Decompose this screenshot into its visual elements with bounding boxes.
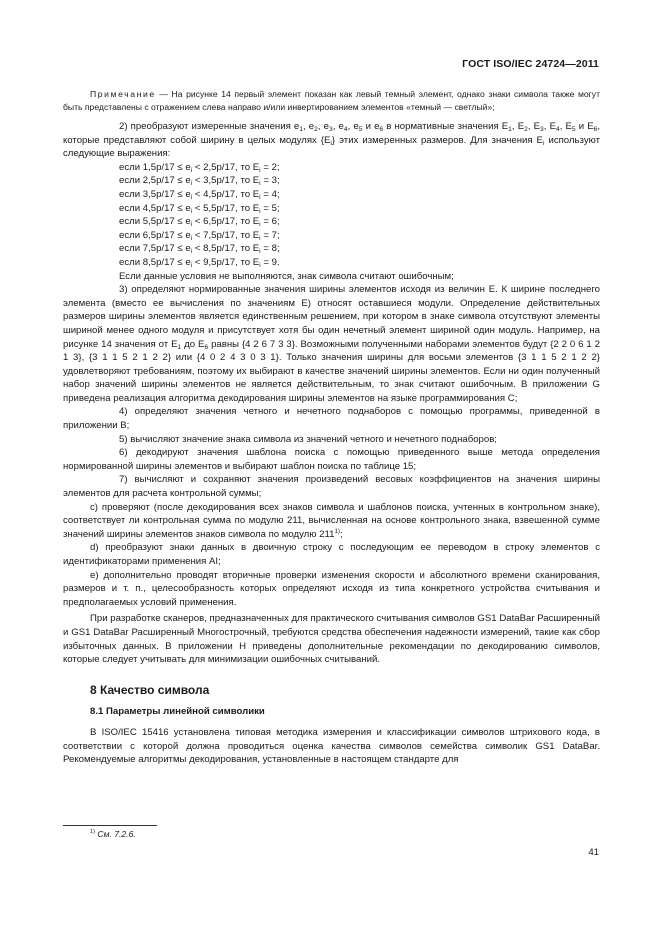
condition-line: если $6,5p/17 \le e_i < 7,5p/17$, то $E_i = 7$; [119,229,280,242]
step-4-paragraph: 4) определяют значения четного и нечетного поднаборов с помощью программы, приведенной в приложении B; [63,406,600,432]
document-body [63,88,600,767]
step-3-paragraph: 3) определяют нормированные значения ширины элементов исходя из величин E. К ширине последнего элемента (вместо ее вычисления по значениям E) относят оставшиеся модули. Определение действительных размеров ширины элементов является единственным решением, при котором в знаке символа отсутствуют элементы шириной менее одного модуля и присутствует хотя бы один нечетный элемент шириной один модуль. Например, на рисунке 14 значения от $E_1$ до $E_6$ равны {4 2 6 7 3 3}. Возможными полученными наборами элементов будут {2 2 0 6 1 2 1 3}, {3 1 1 5 2 1 2 2} или {4 0 2 4 3 0 3 1}. Только значения ширины для восьми элементов {3 1 1 5 2 1 2 2} удовлетворяют требованиям, поэтому их выбирают в качестве значений ширины элементов. Если ни один полученный набор значений ширины элементов не является действительным, то знак считают ошибочным. В приложении G приведена реализация алгоритма декодирования ширины элементов на языке программирования C; [63,284,600,404]
conditions-list [63,161,600,270]
step-2-paragraph: 2) преобразуют измеренные значения $e_1$, $e_2$, $e_3$, $e_4$, $e_5$ и $e_6$ в нормативные значения $E_1$, $E_2$, $E_3$, $E_4$, $E_5$ и $E_6$, которые представляют собой ширину в целых модулях $\{E_i\}$ этих измеренных размеров. Для значения $E_i$ используют следующие выражения: [63,121,601,160]
condition-line: если $4,5p/17 \le e_i < 5,5p/17$, то $E_i = 5$; [119,202,280,215]
condition-line: если $1,5p/17 \le e_i < 2,5p/17$, то $E_i = 2$; [119,161,280,174]
footnote-divider [63,825,157,826]
item-c-paragraph: c) проверяют (после декодирования всех знаков символа и шаблонов поиска, учтенных в контрольном знаке), соответствует ли контрольная сумма по модулю 211, вычисленная на основе контрольного знака, взвешенной сумме значений ширины элементов знаков символа по модулю 211$^{1)}$; [63,501,600,540]
note-text: На рисунке 14 первый элемент показан как левый темный элемент, однако знаки символа также могут быть представлены с отражением слева направо и/или инвертированием элементов «темный — светлый»; [63,89,600,112]
subsection-heading: 8.1 Параметры линейной символики [90,706,265,718]
condition-line: если $8,5p/17 \le e_i < 9,5p/17$, то $E_i = 9$. [119,256,280,269]
footnote-ref[interactable]: 1) [334,527,340,535]
scanners-paragraph: При разработке сканеров, предназначенных для практического считывания символов GS1 DataBar Расширенный и GS1 DataBar Расширенный Многострочный, требуются средства обеспечения надежности измерений, такие как сбор избыточных данных. В приложении H приведены дополнительные рекомендации по декодированию символов, которые следует учитывать для минимизации ошибочных считываний. [63,613,600,666]
step-6-paragraph: 6) декодируют значения шаблона поиска с помощью приведенного выше метода определения нормированной ширины элементов и выбирают шаблон поиска по таблице 15; [63,447,600,472]
iso-paragraph: В ISO/IEC 15416 установлена типовая методика измерения и классификации символов штрихового кода, в соответствии с которой должна проводиться оценка качества символов семейства символик GS1 DataBar. Рекомендуемые алгоритмы декодирования, установленные в настоящем стандарте для [63,726,600,766]
condition-line: если $5,5p/17 \le e_i < 6,5p/17$, то $E_i = 6$; [119,216,280,229]
condition-line: если $2,5p/17 \le e_i < 3,5p/17$, то $E_i = 3$; [119,175,280,188]
condition-line: если $3,5p/17 \le e_i < 4,5p/17$, то $E_i = 4$; [119,188,280,201]
note-label: Примечание [90,89,156,99]
note-paragraph: Примечание — На рисунке 14 первый элемент показан как левый темный элемент, однако знаки символа также могут быть представлены с отражением слева направо и/или инвертированием элементов «темный — светлый»; [63,89,600,112]
standard-header: ГОСТ ISO/IEC 24724—2011 [462,58,599,70]
item-e-paragraph: e) дополнительно проводят вторичные проверки изменения скорости и абсолютного времени сканирования, размеров и т. п., целесообразность которых определяют исходя из типа конкретного устройства считывания и предполагаемых условий применения. [63,569,600,608]
page-number: 41 [588,847,599,858]
step-5-paragraph: 5) вычисляют значение знака символа из значений четного и нечетного поднаборов; [119,433,497,445]
item-d-paragraph: d) преобразуют знаки данных в двоичную строку с последующим ее переводом в строку элементов с идентификаторами применения AI; [63,542,600,567]
section-heading: 8 Качество символа [90,682,210,697]
step-7-paragraph: 7) вычисляют и сохраняют значения произведений весовых коэффициентов на значения ширины элементов для расчета контрольной суммы; [63,474,600,500]
footnote: $^{1)}$ См. 7.2.6. [90,829,136,839]
error-condition: Если данные условия не выполняются, знак символа считают ошибочным; [119,270,454,282]
condition-line: если $7,5p/17 \le e_i < 8,5p/17$, то $E_i = 8$; [119,243,280,256]
